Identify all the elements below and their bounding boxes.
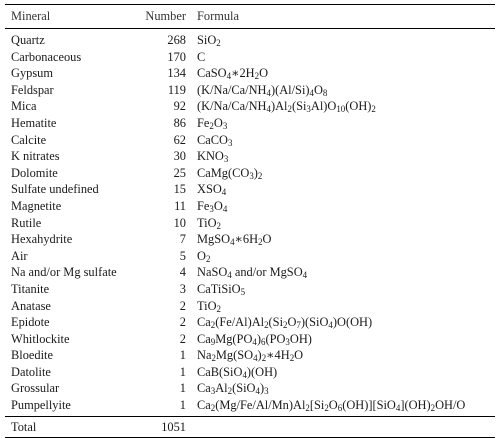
mineral-cell: Dolomite (11, 165, 58, 180)
formula-cell: $Na_2Mg(SO_4)_2∗4H_2O$ (197, 348, 304, 364)
table-row (5, 264, 495, 281)
mineral-cell: Mica (11, 99, 37, 114)
number-cell: 15 (173, 182, 186, 197)
formula-cell: TiO$_2$ (197, 215, 221, 231)
number-cell: 134 (167, 66, 186, 81)
total-label: Total (11, 419, 37, 434)
table-row (5, 132, 495, 149)
formula-cell: C (197, 49, 206, 64)
mineral-cell: Bloedite (11, 348, 53, 363)
formula-cell: TiO$_2$ (197, 298, 221, 314)
formula-cell: $O_2$ (197, 248, 211, 264)
table-row (5, 115, 495, 132)
number-cell: 2 (179, 315, 186, 330)
table-row (5, 32, 495, 49)
formula-cell: CaB(SiO$_4$)(OH) (197, 364, 278, 381)
formula-cell: CaCO$_3$ (197, 132, 233, 148)
table-row (5, 364, 495, 381)
formula-cell: $Ca_9Mg(PO_4)_6(PO_3OH)$ (197, 331, 312, 347)
mineral-cell: Epidote (11, 315, 50, 330)
total-number: 1051 (161, 419, 186, 434)
mineral-cell: K nitrates (11, 149, 60, 164)
number-cell: 11 (174, 198, 186, 213)
number-cell: 119 (167, 82, 186, 97)
number-cell: 62 (173, 132, 186, 147)
table-row (5, 215, 495, 232)
table-row (5, 181, 495, 198)
table-row (5, 298, 495, 315)
formula-cell: $Ca_2(Fe/Al)Al_2(Si_2O_7)(SiO_4)O(OH)$ (197, 315, 373, 331)
mineral-cell: Magnetite (11, 198, 62, 213)
table-row (5, 314, 495, 331)
mineral-table (5, 4, 495, 438)
table-row (5, 198, 495, 215)
formula-cell: $Fe_2O_3$ (197, 115, 228, 132)
number-cell: 25 (173, 165, 186, 180)
number-cell: 1 (179, 381, 186, 396)
table-row (5, 347, 495, 364)
table-row (5, 331, 495, 348)
table-row (5, 281, 495, 298)
formula-cell: $KNO_3$ (197, 149, 229, 165)
formula-cell: $Ca_2(Mg/Fe/Al/Mn)Al_2[Si_2O_6(OH)][SiO_4](OH)_2OH/O$ (197, 398, 466, 414)
table-row (5, 49, 495, 66)
mineral-cell: Anatase (11, 298, 51, 313)
number-cell: 86 (173, 115, 186, 130)
formula-cell: $CaSO_4∗2H_2O$ (197, 66, 269, 82)
table-row (5, 165, 495, 182)
mineral-cell: Pumpellyite (11, 398, 71, 413)
number-cell: 92 (173, 99, 186, 114)
mineral-cell: Carbonaceous (11, 49, 82, 64)
number-cell: 30 (173, 149, 186, 164)
mineral-cell: Calcite (11, 132, 47, 147)
formula-cell: $Ca_3Al_2(SiO_4)_3$ (197, 381, 269, 397)
mineral-cell: Grossular (11, 381, 60, 396)
mineral-cell: Titanite (11, 281, 50, 296)
number-cell: 7 (179, 232, 186, 247)
mineral-cell: Sulfate undefined (11, 182, 99, 197)
table-row (5, 397, 495, 414)
number-cell: 1 (179, 398, 186, 413)
formula-cell: $Fe_3O_4$ (197, 198, 228, 215)
table-row (5, 65, 495, 82)
mineral-cell: Quartz (11, 33, 45, 47)
number-cell: 2 (179, 331, 186, 346)
number-cell: 4 (179, 265, 186, 280)
total-row (5, 417, 495, 437)
header-mineral: Mineral (11, 9, 51, 23)
number-cell: 268 (167, 33, 186, 47)
formula-cell: CaTiSiO$_5$ (197, 281, 246, 298)
number-cell: 1 (179, 364, 186, 379)
number-cell: 3 (179, 281, 186, 296)
table-row (5, 148, 495, 165)
table-row (5, 98, 495, 115)
mineral-cell: Air (11, 248, 28, 263)
table-row (5, 82, 495, 99)
table-body (5, 29, 495, 416)
mineral-cell: Hexahydrite (11, 232, 73, 247)
formula-cell: $MgSO_4∗6H_2O$ (197, 232, 272, 248)
formula-cell: $(K/Na/Ca/NH_4)(Al/Si)_4O_8$ (197, 82, 328, 98)
table-row (5, 248, 495, 265)
table-row (5, 231, 495, 248)
mineral-cell: Rutile (11, 215, 42, 230)
formula-cell: $CaMg(CO_3)_2$ (197, 165, 263, 181)
number-cell: 5 (179, 248, 186, 263)
mineral-cell: Whitlockite (11, 331, 70, 346)
number-cell: 2 (179, 298, 186, 313)
mineral-cell: Hematite (11, 115, 57, 130)
formula-cell: $XSO_4$ (197, 182, 227, 198)
formula-cell: SiO$_2$ (197, 33, 221, 49)
number-cell: 170 (167, 49, 186, 64)
number-cell: 10 (173, 215, 186, 230)
mineral-cell: Feldspar (11, 82, 54, 97)
mineral-cell: Na and/or Mg sulfate (11, 265, 117, 280)
formula-cell: $(K/Na/Ca/NH_4)Al_2(Si_3Al)O_{10}(OH)_2$ (197, 99, 376, 115)
mineral-cell: Gypsum (11, 66, 53, 81)
mineral-cell: Datolite (11, 364, 51, 379)
table-row (5, 380, 495, 397)
header-number: Number (145, 9, 186, 23)
number-cell: 1 (179, 348, 186, 363)
header-formula: Formula (197, 9, 239, 23)
table-header (5, 5, 495, 28)
formula-cell: NaSO$_4$ and/or MgSO$_4$ (197, 265, 308, 281)
